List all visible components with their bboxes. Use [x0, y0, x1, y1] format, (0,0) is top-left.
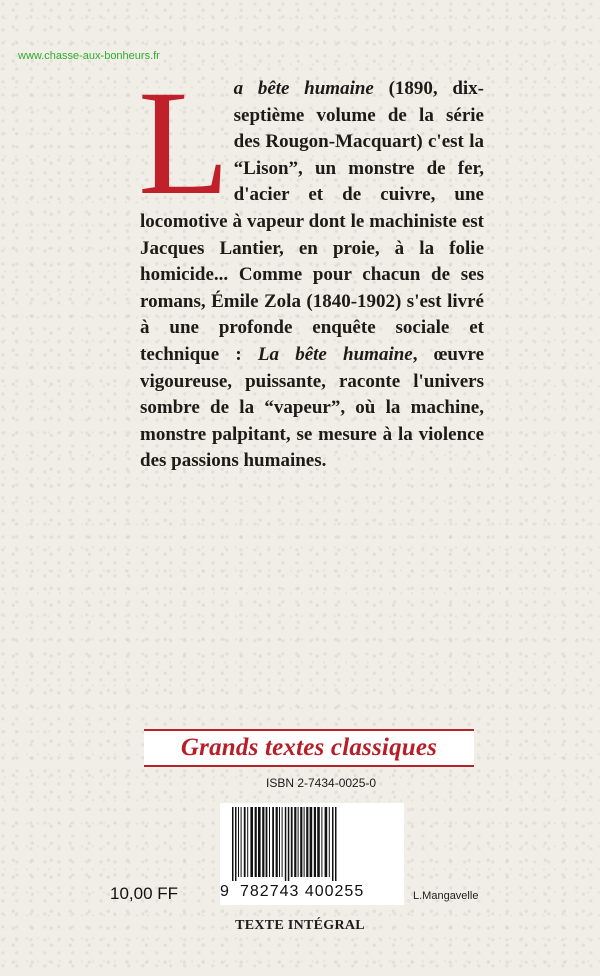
barcode-bar — [272, 807, 274, 877]
blurb-text-part-1: (1890, dix-septième volume de la série des Rougon-Macquart) c'est la “Lison”, un monstre de fer, d'acier et de cuivre, une locomotive à vapeur dont le machiniste est Jacques Lantier, en proie, à la folie homicide... Comme pour chacun de ses romans, Émile Zola (1840-1902) s'est livré à une profonde enquête sociale et technique : — [140, 78, 485, 365]
barcode-digits: 782743 400255 — [240, 883, 365, 900]
book-title-italic-2: La bête humaine — [257, 343, 413, 365]
barcode-bar — [250, 807, 253, 877]
barcode-bar — [285, 807, 287, 881]
barcode-lead-digit: 9 — [220, 883, 229, 900]
book-title-italic: a bête humaine — [233, 78, 374, 99]
barcode-bar — [288, 807, 290, 881]
barcode-bar — [244, 807, 246, 877]
barcode-bar — [300, 807, 302, 877]
barcode-bar — [310, 807, 313, 877]
barcode-bar — [298, 807, 299, 877]
barcode-bar — [304, 807, 305, 877]
barcode-bars — [232, 807, 398, 881]
collection-banner — [144, 729, 474, 767]
barcode-bar — [266, 807, 268, 877]
barcode-bar — [291, 807, 293, 877]
barcode-bar — [258, 807, 261, 877]
barcode-bar — [279, 807, 280, 877]
barcode-bar — [282, 807, 283, 877]
barcode-bar — [332, 807, 334, 881]
barcode-bar — [232, 807, 234, 881]
barcode-bar — [276, 807, 278, 877]
barcode-bar — [335, 807, 337, 881]
barcode-bar — [241, 807, 242, 877]
barcode-bar — [255, 807, 257, 877]
barcode-bar — [329, 807, 330, 877]
barcode-bar — [269, 807, 270, 877]
price-label: 10,00 FF — [110, 884, 179, 903]
barcode-bar — [317, 807, 320, 877]
barcode-bar — [306, 807, 308, 877]
barcode-bar — [247, 807, 248, 877]
barcode-bar — [238, 807, 239, 877]
blurb-paragraph — [138, 60, 485, 475]
barcode-bar — [262, 807, 264, 877]
barcode-bar — [325, 807, 328, 877]
drop-cap: L — [138, 60, 230, 226]
edition-note: TEXTE INTÉGRAL — [235, 918, 365, 933]
barcode-bar — [294, 807, 296, 877]
illustrator-credit: L.Mangavelle — [413, 890, 479, 902]
barcode-bar — [321, 807, 322, 877]
barcode-bar — [314, 807, 316, 877]
blurb-text-part-2: , œuvre vigoureuse, puissante, raconte l'univers sombre de la “vapeur”, où la machine, monstre palpitant, se mesure à la violence des passions humaines. — [140, 343, 485, 472]
watermark-url: www.chasse-aux-bonheurs.fr — [18, 50, 160, 62]
isbn-number: ISBN 2-7434-0025-0 — [266, 776, 377, 790]
collection-name: Grands textes classiques — [180, 734, 438, 761]
barcode — [220, 803, 404, 905]
barcode-bar — [235, 807, 237, 881]
